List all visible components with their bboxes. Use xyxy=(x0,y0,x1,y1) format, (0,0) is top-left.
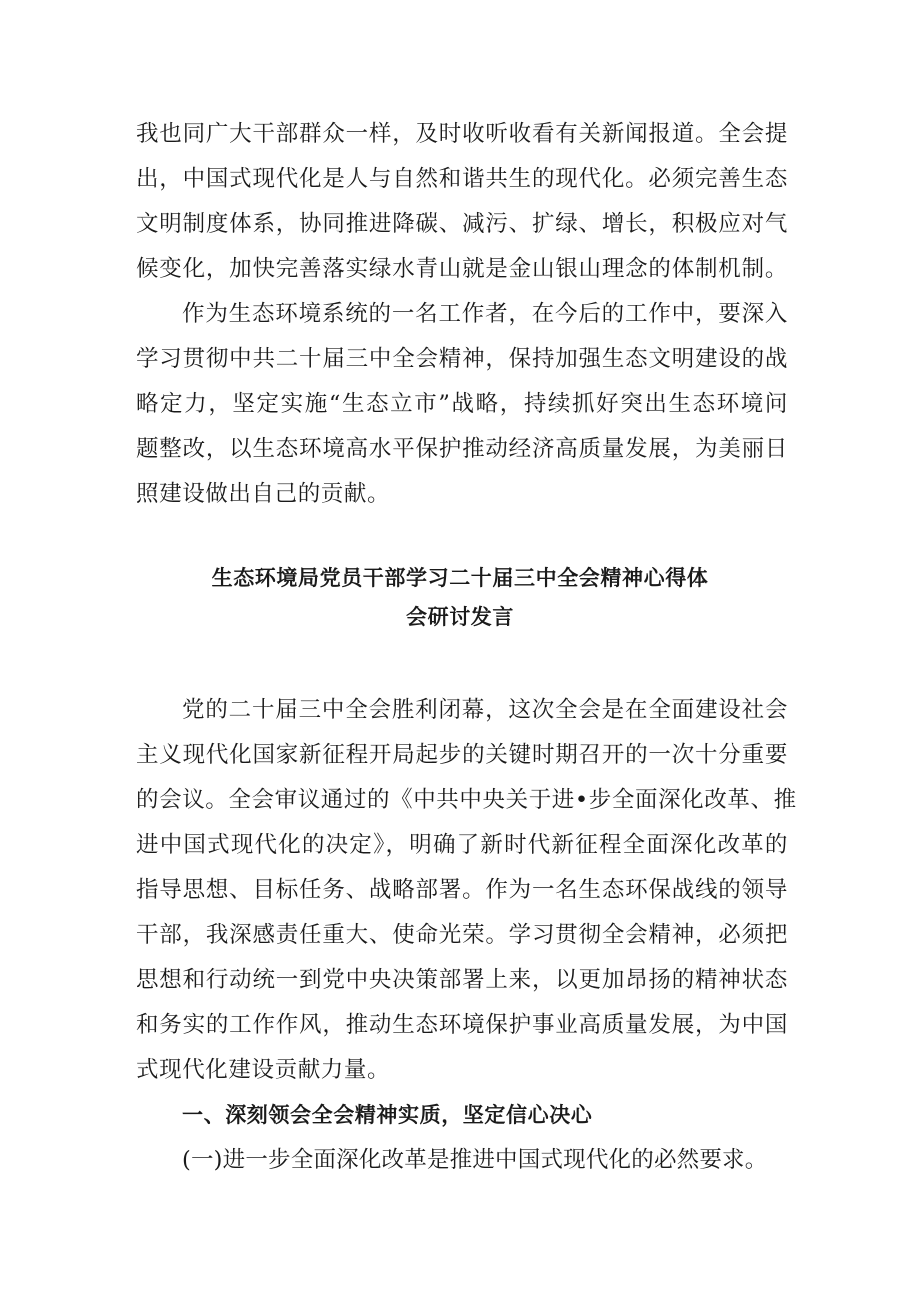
paragraph-line: 出，中国式现代化是人与自然和谐共生的现代化。必须完善生态 xyxy=(136,166,788,192)
paragraph-line: 主义现代化国家新征程开局起步的关键时期召开的一次十分重要 xyxy=(136,742,788,768)
paragraph-line: 和务实的工作作风，推动生态环境保护事业高质量发展，为中国 xyxy=(136,1012,788,1038)
paragraph-line: 照建设做出自己的贡献。 xyxy=(136,481,391,507)
subsection-line: (一)进一步全面深化改革是推进中国式现代化的必然要求。 xyxy=(182,1147,768,1173)
paragraph-line: 进中国式现代化的决定》，明确了新时代新征程全面深化改革的 xyxy=(136,832,788,858)
paragraph-line: 略定力，坚定实施“生态立市”战略，持续抓好突出生态环境问 xyxy=(136,391,788,417)
paragraph-line: 党的二十届三中全会胜利闭幕，这次全会是在全面建设社会 xyxy=(182,697,788,723)
paragraph-line: 我也同广大干部群众一样，及时收听收看有关新闻报道。全会提 xyxy=(136,121,788,147)
section-heading: 一、深刻领会全会精神实质，坚定信心决心 xyxy=(182,1103,593,1127)
article-title-line-2: 会研讨发言 xyxy=(406,605,514,629)
paragraph-line: 学习贯彻中共二十届三中全会精神，保持加强生态文明建设的战 xyxy=(136,346,788,372)
article-title-line-1: 生态环境局党员干部学习二十届三中全会精神心得体 xyxy=(211,566,709,590)
paragraph-line: 候变化，加快完善落实绿水青山就是金山银山理念的体制机制。 xyxy=(136,256,788,282)
paragraph-line: 文明制度体系，协同推进降碳、减污、扩绿、增长，积极应对气 xyxy=(136,211,788,237)
paragraph-line: 作为生态环境系统的一名工作者，在今后的工作中，要深入 xyxy=(182,301,788,327)
paragraph-line: 干部，我深感责任重大、使命光荣。学习贯彻全会精神，必须把 xyxy=(136,922,788,948)
paragraph-line: 式现代化建设贡献力量。 xyxy=(136,1057,391,1083)
paragraph-line: 的会议。全会审议通过的《中共中央关于进•步全面深化改革、推 xyxy=(136,787,797,813)
paragraph-line: 思想和行动统一到党中央决策部署上来，以更加昂扬的精神状态 xyxy=(136,967,788,993)
paragraph-line: 题整改，以生态环境高水平保护推动经济高质量发展，为美丽日 xyxy=(136,436,788,462)
paragraph-line: 指导思想、目标任务、战略部署。作为一名生态环保战线的领导 xyxy=(136,877,788,903)
